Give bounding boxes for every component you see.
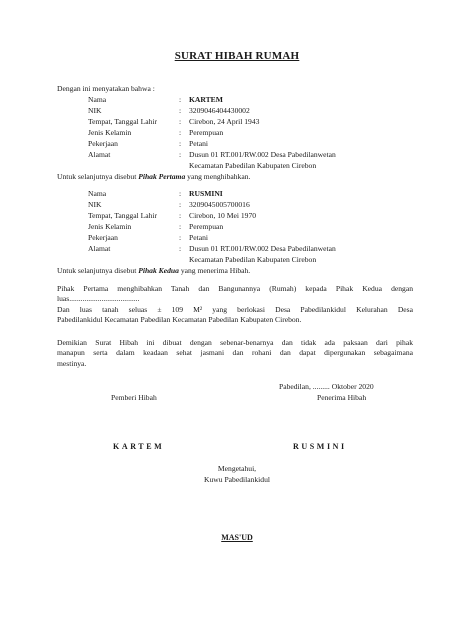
pihak1-nik: 3209046404430002 [189, 106, 250, 115]
closing-line1: Demikian Surat Hibah ini dibuat dengan sebenar-benarnya dan tidak ada paksaan dari pihak [57, 338, 413, 347]
label-pekerjaan: Pekerjaan [88, 139, 118, 148]
colon: : [179, 189, 182, 198]
colon: : [179, 222, 182, 231]
pihak1-sebut-pre: Untuk selanjutnya disebut [57, 172, 139, 181]
label-nik: NIK [88, 200, 102, 209]
penerima-signature-name: RUSMINI [293, 442, 347, 451]
pihak2-jenis-kelamin: Perempuan [189, 222, 224, 231]
label-pekerjaan: Pekerjaan [88, 233, 118, 242]
label-nama: Nama [88, 95, 107, 104]
colon: : [179, 244, 182, 253]
pihak2-sebut-pre: Untuk selanjutnya disebut [57, 266, 139, 275]
label-alamat: Alamat [88, 150, 111, 159]
mengetahui-label: Mengetahui, [217, 464, 257, 473]
place-date: Pabedilan, ......... Oktober 2020 [279, 382, 374, 391]
colon: : [179, 211, 182, 220]
pihak2-nik: 3209045005700016 [189, 200, 250, 209]
pihak1-ttl: Cirebon, 24 April 1943 [189, 117, 260, 126]
document-title: SURAT HIBAH RUMAH [174, 50, 300, 62]
closing-paragraph [57, 338, 413, 369]
hibah-line3: Dan luas tanah seluas ± 109 M² yang berlokasi Desa Pabedilankidul Kelurahan Desa [57, 304, 413, 314]
pihak2-alamat-line1: Dusun 01 RT.001/RW.002 Desa Pabedilanwetan [189, 244, 336, 253]
label-jenis-kelamin: Jenis Kelamin [88, 222, 132, 231]
pihak1-nama: KARTEM [189, 95, 223, 104]
hibah-paragraph [57, 284, 413, 325]
pihak1-sebut-role: Pihak Pertama [138, 172, 186, 181]
hibah-line1: Pihak Pertama menghibahkan Tanah dan Bangunannya (Rumah) kepada Pihak Kedua dengan [57, 284, 413, 293]
intro-text: Dengan ini menyatakan bahwa : [57, 84, 155, 93]
pihak2-nama: RUSMINI [189, 189, 223, 198]
pihak1-jenis-kelamin: Perempuan [189, 128, 224, 137]
colon: : [179, 139, 182, 148]
closing-line3: mestinya. [57, 358, 87, 368]
pihak1-sebut-post: yang menghibahkan. [185, 172, 251, 181]
colon: : [179, 117, 182, 126]
label-nik: NIK [88, 106, 102, 115]
pihak1-pekerjaan: Petani [189, 139, 208, 148]
colon: : [179, 200, 182, 209]
pihak1-alamat-line1: Dusun 01 RT.001/RW.002 Desa Pabedilanwetan [189, 150, 336, 159]
colon: : [179, 95, 182, 104]
kuwu-title: Kuwu Pabedilankidul [203, 475, 270, 484]
colon: : [179, 128, 182, 137]
pemberi-hibah-label: Pemberi Hibah [111, 393, 157, 402]
penerima-hibah-label: Penerima Hibah [317, 393, 367, 402]
pihak2-sebut [57, 266, 250, 276]
label-alamat: Alamat [88, 244, 111, 253]
pihak2-sebut-post: yang menerima Hibah. [178, 266, 251, 275]
pemberi-signature-name: KARTEM [113, 442, 165, 451]
pihak2-alamat-line2: Kecamatan Pabedilan Kabupaten Cirebon [189, 255, 317, 264]
colon: : [179, 150, 182, 159]
kuwu-name: MAS'UD [221, 533, 253, 542]
label-jenis-kelamin: Jenis Kelamin [88, 128, 132, 137]
label-ttl: Tempat, Tanggal Lahir [88, 117, 158, 126]
pihak1-alamat-line2: Kecamatan Pabedilan Kabupaten Cirebon [189, 161, 317, 170]
colon: : [179, 233, 182, 242]
pihak2-pekerjaan: Petani [189, 233, 208, 242]
closing-line2: manapun serta dalam keadaan sehat jasmani dan rohani dan dapat dipergunakan sebagaimana [57, 348, 413, 358]
pihak2-ttl: Cirebon, 10 Mei 1970 [189, 211, 257, 220]
colon: : [179, 106, 182, 115]
label-ttl: Tempat, Tanggal Lahir [88, 211, 158, 220]
pihak2-sebut-role: Pihak Kedua [138, 266, 179, 275]
pihak1-sebut [57, 172, 250, 182]
label-nama: Nama [88, 189, 107, 198]
hibah-line4: Pabedilankidul Kecamatan Pabedilan Kecamatan Pabedilan Kabupaten Cirebon. [57, 314, 302, 324]
hibah-line2: luas..................................... [57, 294, 140, 304]
